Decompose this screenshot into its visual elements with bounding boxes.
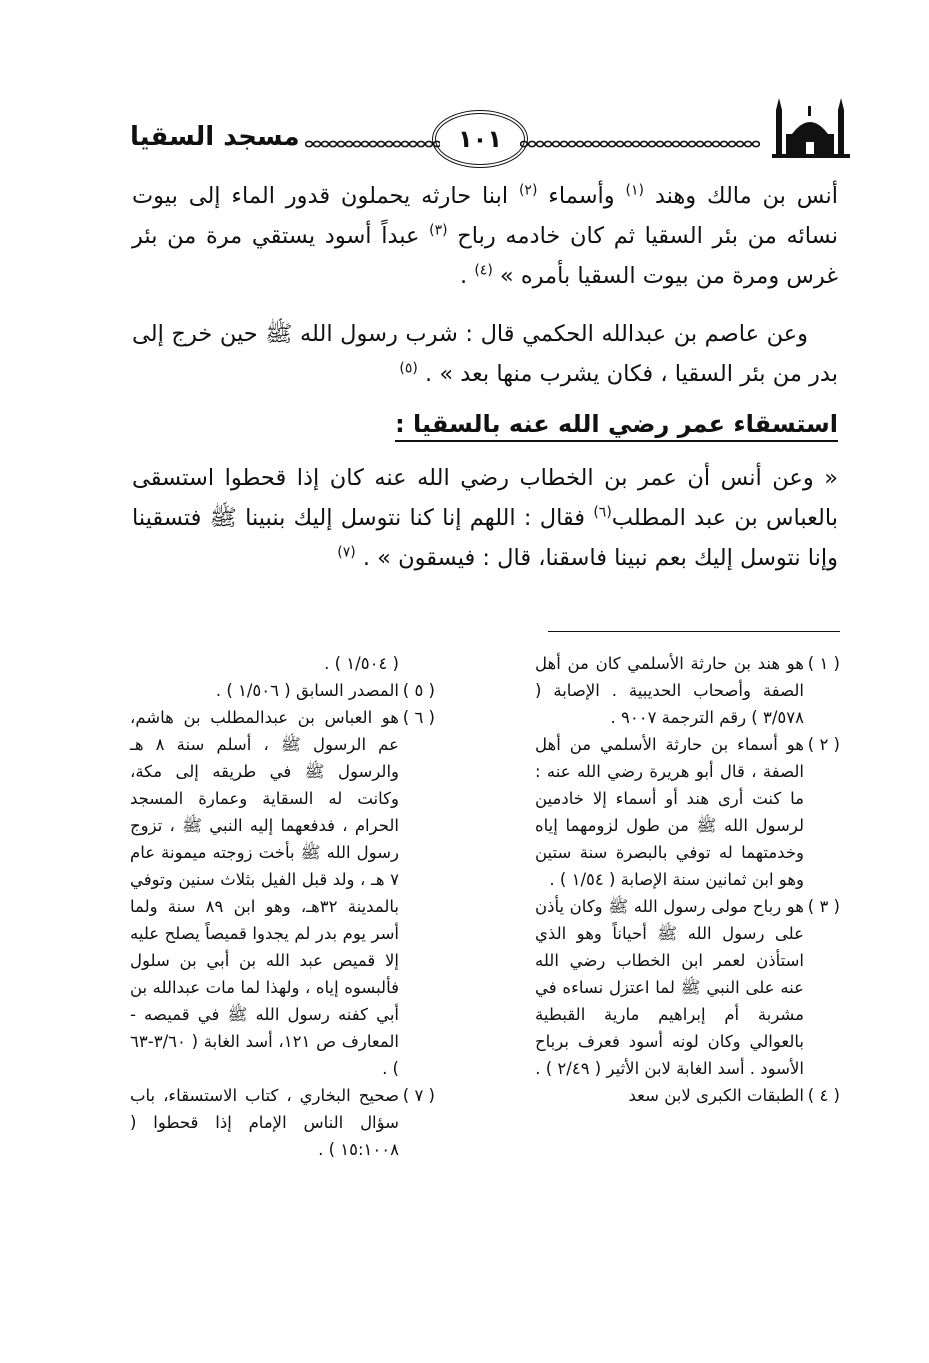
footnote-continuation: ( ١/٥٠٤ ) . <box>324 654 399 673</box>
footnote-number: ( ١ ) <box>807 654 840 673</box>
footnote-ref-2: (٢) <box>518 182 538 199</box>
footnote-text: صحيح البخاري ، كتاب الاستسقاء، باب سؤال الناس الإمام إذا قحطوا ( ١٥:١٠٠٨ ) . <box>130 1086 399 1159</box>
decorative-chain-left <box>305 140 440 148</box>
footnote-text: الطبقات الكبرى لابن سعد <box>628 1086 804 1105</box>
footnote-number: ( ٧ ) <box>402 1086 435 1105</box>
footnote-ref-3: (٣) <box>429 222 448 239</box>
main-text <box>132 176 838 582</box>
footnote-ref-1: (١) <box>625 182 644 199</box>
footnote-text: المصدر السابق ( ١/٥٠٦ ) . <box>215 681 399 700</box>
paragraph-2 <box>132 314 838 394</box>
footnote-number: ( ٦ ) <box>402 708 435 727</box>
text-segment: وأسماء <box>537 183 626 209</box>
footnote-item <box>535 650 840 731</box>
footnote-text: هو هند بن حارثة الأسلمي كان من أهل الصفة وأصحاب الحديبية . الإصابة ( ٣/٥٧٨ ) رقم الترجمة ٩٠٠٧ . <box>535 654 804 727</box>
page-number: ١٠١ <box>458 125 502 153</box>
footnotes-column-right <box>535 650 840 1109</box>
footnote-ref-4: (٤) <box>474 262 493 279</box>
footnote-ref-7: (٧) <box>337 544 356 561</box>
footnote-number: ( ٥ ) <box>402 681 435 700</box>
text-segment: عبداً أسود يستقي مرة من بئر غرس ومرة من بيوت السقيا بأمره » <box>132 223 838 289</box>
footnote-number: ( ٤ ) <box>807 1086 840 1105</box>
footnote-number: ( ٣ ) <box>807 897 840 916</box>
text-segment: وعن عاصم بن عبدالله الحكمي قال : شرب رسول الله ﷺ حين خرج إلى بدر من بئر السقيا ، فكان يشرب منها بعد » . <box>132 321 838 387</box>
footnote-item <box>535 731 840 893</box>
decorative-chain-right <box>520 140 760 148</box>
text-segment: . <box>460 263 475 289</box>
footnote-item <box>535 893 840 1082</box>
footnote-text: هو أسماء بن حارثة الأسلمي من أهل الصفة ، قال أبو هريرة رضي الله عنه : ما كنت أرى هند أو أسماء إلا خادمين لرسول الله ﷺ من طول لزومهما إياه وخدمتهما له توفي بالبصرة سنة ستين وهو ابن ثمانين سنة الإصابة ( ١/٥٤ ) . <box>535 735 804 889</box>
paragraph-3 <box>132 458 838 582</box>
text-segment: ابنا حارثه يحملون قدور الماء إلى بيوت نسائه من بئر السقيا ثم كان خادمه رباح <box>132 183 838 249</box>
section-heading <box>132 404 838 444</box>
footnote-text: هو رباح مولى رسول الله ﷺ وكان يأذن على رسول الله ﷺ أحياناً وهو الذي استأذن لعمر ابن الخطاب رضي الله عنه على النبي ﷺ لما اعتزل نساءه في مشربة أم إبراهيم مارية القبطية بالعوالي وكان لونه أسود فعرف برباح الأسود . أسد الغابة لابن الأثير ( ٢/٤٩ ) . <box>535 897 804 1078</box>
footnote-item <box>130 704 435 1082</box>
running-title: مسجد السقيا <box>130 122 300 152</box>
footnote-ref-5: (٥) <box>399 360 418 377</box>
text-segment: أنس بن مالك وهند <box>643 183 838 209</box>
footnote-item <box>130 677 435 704</box>
section-heading-text: استسقاء عمر رضي الله عنه بالسقيا : <box>395 410 838 442</box>
page-number-badge <box>432 110 528 168</box>
footnote-number: ( ٢ ) <box>807 735 840 754</box>
footnote-item <box>130 1082 435 1163</box>
footnote-ref-6: (٦) <box>593 504 612 521</box>
footnote-text: هو العباس بن عبدالمطلب بن هاشم، عم الرسول ﷺ ، أسلم سنة ٨ هـ والرسول ﷺ في طريقه إلى مكة، وكانت له السقاية وعمارة المسجد الحرام ، فدفعهما إليه النبي ﷺ ، تزوج رسول الله ﷺ بأخت زوجته ميمونة عام ٧ هـ ، ولد قبل الفيل بثلاث سنين وتوفي بالمدينة ٣٢هـ، وهو ابن ٨٩ سنة ولما أسر يوم بدر لم يجدوا قميصاً يصلح عليه إلا قميص عبد الله بن أبي بن سلول فألبسوه إياه ، ولهذا لما مات عبدالله بن أبي كفنه رسول الله ﷺ في قميصه - المعارف ص ١٢١، أسد الغابة ( ٣/٦٠-٦٣ ) . <box>130 708 400 1078</box>
paragraph-1 <box>132 176 838 296</box>
footnotes-column-left <box>130 650 435 1163</box>
footnote-item <box>535 1082 840 1109</box>
footnote-divider <box>548 631 840 632</box>
mosque-minarets-icon <box>772 96 850 158</box>
text-segment: « وعن أنس أن عمر بن الخطاب رضي الله عنه كان إذا قحطوا استسقى بالعباس بن عبد المطلب <box>132 465 838 531</box>
text-segment: فقال : اللهم إنا كنا نتوسل إليك بنبينا ﷺ فتسقينا وإنا نتوسل إليك بعم نبينا فاسقنا، قال : فيسقون » . <box>132 505 838 571</box>
